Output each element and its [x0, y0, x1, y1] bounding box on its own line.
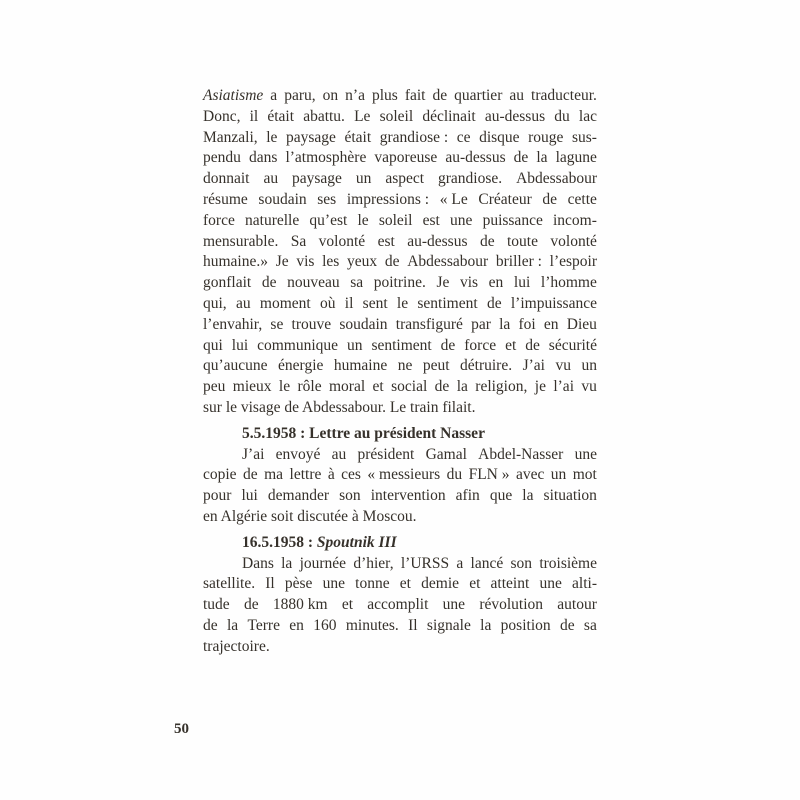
section-heading: 5.5.1958 : Lettre au président Nasser — [242, 424, 485, 442]
text-line: Asiatisme a paru, on n’a plus fait de quartier au traducteur. — [203, 87, 597, 104]
text-line: humaine.» Je vis les yeux de Abdessabour briller : l’espoir — [203, 253, 597, 271]
text-line: résume soudain ses impressions : « Le Créateur de cette — [203, 190, 597, 208]
text-line: qui lui communique un sentiment de force et de sécurité — [203, 336, 597, 354]
text-line: peu mieux le rôle moral et social de la religion, je l’ai vu — [203, 378, 597, 396]
text-line: qui, au moment où il sent le sentiment de l’impuissance — [203, 294, 597, 312]
section-heading: 16.5.1958 : Spoutnik III — [242, 533, 397, 551]
text-line: copie de ma lettre à ces « messieurs du FLN » avec un mot — [203, 466, 597, 484]
text-line: donnait au paysage un aspect grandiose. Abdessabour — [203, 170, 597, 188]
text-line: satellite. Il pèse une tonne et demie et atteint une alti- — [203, 575, 597, 593]
text-line: gonflait de nouveau sa poitrine. Je vis en lui l’homme — [203, 274, 597, 292]
text-line: l’envahir, se trouve soudain transfiguré par la foi en Dieu — [203, 315, 597, 333]
text-line: en Algérie soit discutée à Moscou. — [203, 507, 417, 525]
text-line: trajectoire. — [203, 637, 270, 655]
text-line: J’ai envoyé au président Gamal Abdel-Nasser une — [242, 445, 597, 463]
text-line: sur le visage de Abdessabour. Le train filait. — [203, 398, 476, 416]
text-line: Dans la journée d’hier, l’URSS a lancé son troisième — [242, 554, 597, 572]
text-line: force naturelle qu’est le soleil est une puissance incom- — [203, 211, 597, 229]
text-line: tude de 1880 km et accomplit une révolution autour — [203, 596, 597, 614]
text-column — [203, 86, 597, 658]
text-line: Manzali, le paysage était grandiose : ce disque rouge sus- — [203, 128, 597, 146]
text-line: de la Terre en 160 minutes. Il signale la position de sa — [203, 616, 597, 634]
text-line: Donc, il était abattu. Le soleil déclinait au-dessus du lac — [203, 107, 597, 125]
text-line: pendu dans l’atmosphère vaporeuse au-dessus de la lagune — [203, 149, 597, 167]
text-line: mensurable. Sa volonté est au-dessus de toute volonté — [203, 232, 597, 250]
text-line: pour lui demander son intervention afin que la situation — [203, 487, 597, 505]
page-number: 50 — [174, 721, 189, 737]
text-line: qu’aucune énergie humaine ne peut détruire. J’ai vu un — [203, 357, 597, 375]
